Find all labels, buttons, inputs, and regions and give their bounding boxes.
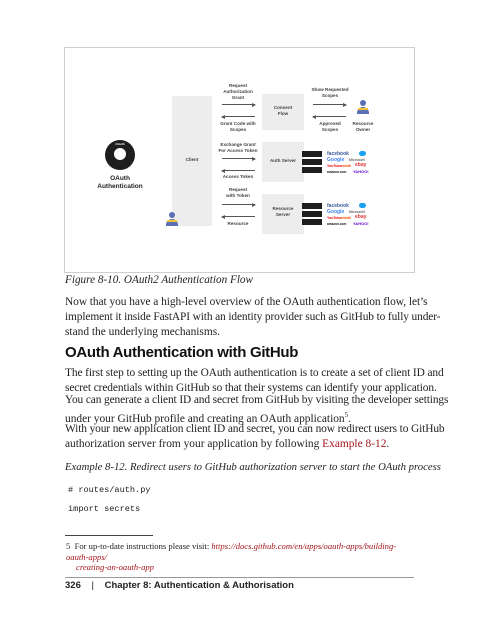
youtube-logo: YouTube <box>327 216 342 220</box>
exchange-grant-arrow <box>222 158 255 159</box>
generate-line-2-text: under your GitHub profile and creating an OAuth application <box>65 413 345 425</box>
intro-line-2: implement it inside FastAPI with an identity provider such as GitHub to fully under- <box>65 311 441 324</box>
resource-server-label: Resource Server <box>272 206 294 217</box>
consent-flow-label: Consent Flow <box>273 105 293 116</box>
footnote <box>66 541 416 573</box>
reddit-logo: reddit <box>341 164 351 168</box>
reddit-logo: reddit <box>341 216 351 220</box>
resource-label: Resource <box>227 221 249 226</box>
generate-line-1: You can generate a client ID and secret from GitHub by visiting the developer settings <box>65 394 449 406</box>
figure-caption: Figure 8-10. OAuth2 Authentication Flow <box>65 274 253 286</box>
facebook-logo: facebook <box>327 203 349 209</box>
auth-db-icon <box>302 151 322 175</box>
show-scopes-label: Show Requested Scopes <box>311 87 349 98</box>
amazon-logo: amazon.com <box>327 170 347 174</box>
intro-line-3: stand the underlying mechanisms. <box>65 326 221 339</box>
microsoft-logo: Microsoft <box>349 210 365 214</box>
amazon-logo: amazon.com <box>327 222 347 226</box>
redirect-line-2-text: authorization server from your application by following <box>65 438 323 451</box>
request-auth-grant-arrow <box>222 104 255 105</box>
approved-scopes-arrow <box>313 116 346 117</box>
oauth-flow-figure <box>64 47 415 273</box>
redirect-line-2 <box>65 437 415 452</box>
oauth-logo-text: OAuth <box>115 142 125 146</box>
example-caption: Example 8-12. Redirect users to GitHub authorization server to start the OAuth process <box>65 461 441 473</box>
resource-owner-icon <box>356 100 370 116</box>
ebay-logo: ebay <box>355 214 367 220</box>
footer-rule <box>65 577 414 578</box>
google-logo: Google <box>327 209 345 215</box>
intro-line-1: Now that you have a high-level overview of the OAuth authentication flow, let’s <box>65 296 428 308</box>
microsoft-logo: Microsoft <box>349 158 365 162</box>
generate-line-2-end: . <box>348 413 351 425</box>
show-scopes-arrow <box>313 104 346 105</box>
redirect-line-2-end: . <box>386 438 390 451</box>
request-with-token-arrow <box>222 204 255 205</box>
setup-line-2: secret credentials within GitHub so that their systems can identify your application. <box>65 382 437 395</box>
page-number: 326 <box>65 580 81 591</box>
request-auth-grant-label: Request Authorization Grant <box>223 83 253 100</box>
resource-arrow <box>222 216 255 217</box>
facebook-logo: facebook <box>327 151 349 157</box>
auth-brand-logos <box>327 151 375 181</box>
footnote-number: 5 <box>66 541 71 551</box>
footnote-ref[interactable]: 5 <box>344 411 349 420</box>
resource-brand-logos <box>327 203 375 233</box>
chapter-title: Chapter 8: Authentication & Authorisation <box>104 580 294 591</box>
example-link[interactable]: Example 8-12 <box>322 438 387 451</box>
setup-paragraph <box>65 366 444 396</box>
google-logo: Google <box>327 157 345 163</box>
redirect-line-1: With your new application client ID and secret, you can now redirect users to GitHub <box>65 423 445 435</box>
youtube-logo: YouTube <box>327 164 342 168</box>
ebay-logo: ebay <box>355 162 367 168</box>
footnote-rule <box>65 535 153 536</box>
oauth-title-line2: Authentication <box>97 183 143 190</box>
page-footer <box>65 580 294 591</box>
setup-line-1: The first step to setting up the OAuth authentication is to create a set of client ID and <box>65 367 444 379</box>
approved-scopes-label: Approved Scopes <box>319 121 341 132</box>
oauth-logo <box>105 140 135 170</box>
resource-owner-label: Resource Owner <box>352 121 374 132</box>
twitter-icon <box>359 203 366 208</box>
client-user-icon <box>165 212 179 228</box>
resource-db-icon <box>302 203 322 227</box>
code-line-3: import secrets <box>68 504 141 514</box>
exchange-grant-label: Exchange Grant For Access Token <box>218 142 258 153</box>
auth-server-label: Auth Server <box>269 158 297 163</box>
oauth-title-line1: OAuth <box>110 175 130 182</box>
intro-paragraph <box>65 295 441 341</box>
yahoo-logo: YAHOO! <box>353 221 369 226</box>
section-heading: OAuth Authentication with GitHub <box>65 344 299 361</box>
footnote-url-2[interactable]: creating-an-oauth-app <box>76 562 154 572</box>
footnote-url-1[interactable]: https://docs.github.com/en/apps/oauth-apps/building-oauth-apps/ <box>66 541 397 562</box>
redirect-paragraph <box>65 422 445 452</box>
yahoo-logo: YAHOO! <box>353 169 369 174</box>
footer-separator: | <box>91 580 94 591</box>
request-with-token-label: Request with Token <box>226 187 250 198</box>
footnote-text: For up-to-date instructions please visit: <box>74 541 212 551</box>
grant-code-label: Grant Code with Scopes <box>220 121 256 132</box>
grant-code-arrow <box>222 116 255 117</box>
twitter-icon <box>359 151 366 156</box>
client-label: Client <box>185 157 199 162</box>
oauth-logo-inner-icon <box>114 148 126 160</box>
access-token-label: Access Token <box>222 174 254 179</box>
code-line-1: # routes/auth.py <box>68 485 151 495</box>
access-token-arrow <box>222 170 255 171</box>
